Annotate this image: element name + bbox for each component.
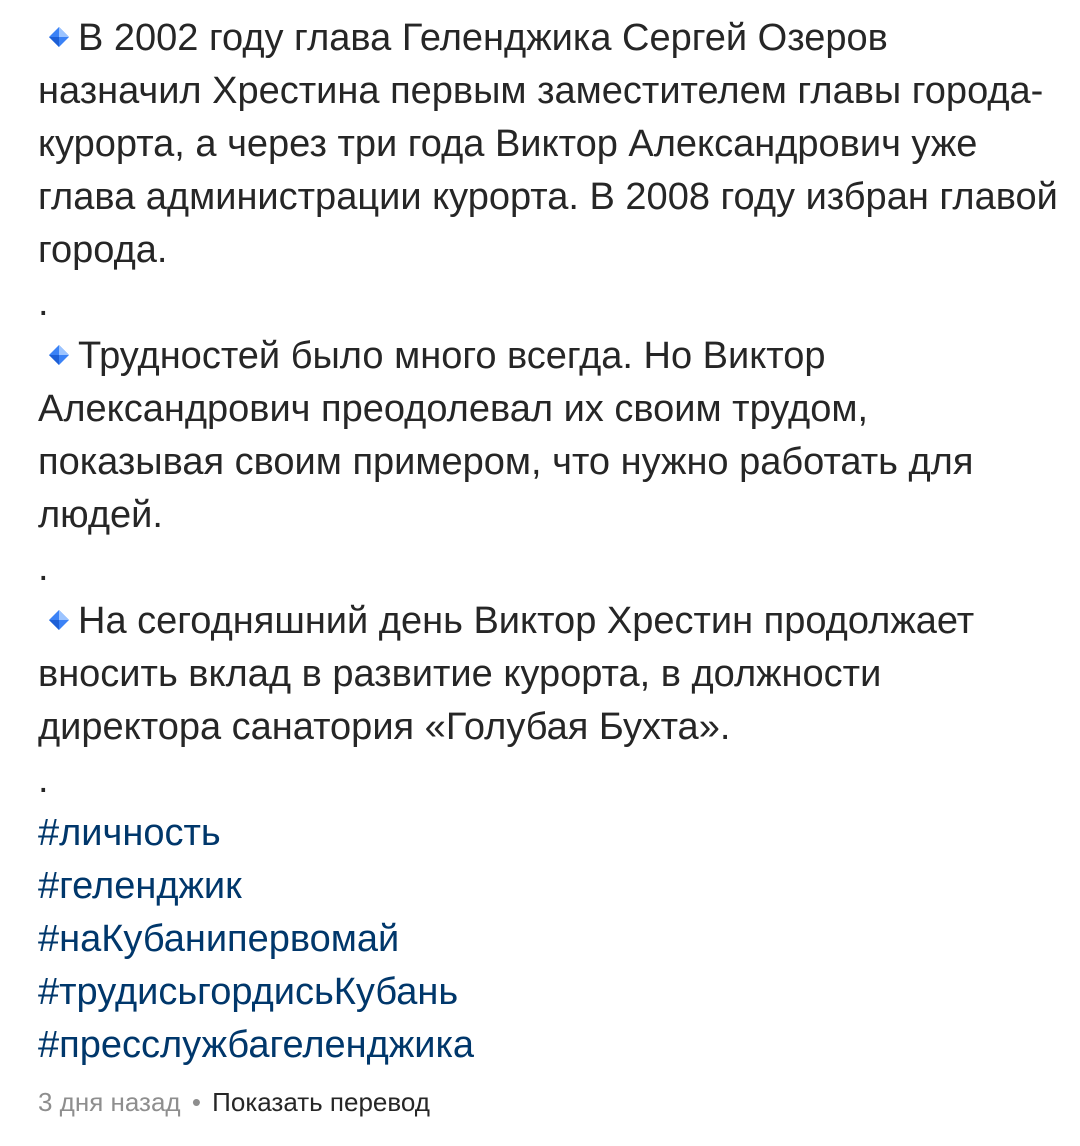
caption-separator-dot: . (38, 759, 49, 801)
hashtag-trudisgordiskuban[interactable]: #трудисьгордисьКубань (38, 971, 459, 1013)
post-timestamp: 3 дня назад (38, 1087, 181, 1117)
blue-diamond-icon (46, 24, 72, 50)
caption-paragraph-2: Трудностей было много всегда. Но Виктор Александрович преодолевал их своим трудом, показывая своим примером, что нужно работать для людей. (38, 335, 974, 536)
blue-diamond-icon (46, 342, 72, 368)
hashtag-presssluzhbagelendzhika[interactable]: #пресслужбагеленджика (38, 1024, 475, 1066)
post-caption (38, 12, 1058, 1072)
caption-separator-dot: . (38, 282, 49, 324)
hashtag-list (38, 807, 1058, 1072)
post-footer (38, 1084, 430, 1120)
footer-separator: • (191, 1087, 201, 1117)
show-translation-button[interactable]: Показать перевод (212, 1087, 430, 1117)
blue-diamond-icon (46, 607, 72, 633)
hashtag-gelendzhik[interactable]: #геленджик (38, 865, 242, 907)
hashtag-nakubanipervomay[interactable]: #наКубанипервомай (38, 918, 400, 960)
hashtag-lichnost[interactable]: #личность (38, 812, 221, 854)
caption-paragraph-1: В 2002 году глава Геленджика Сергей Озеров назначил Хрестина первым заместителем главы города-курорта, а через три года Виктор Александрович уже глава администрации курорта. В 2008 году избран главой города. (38, 17, 1058, 271)
caption-paragraph-3: На сегодняшний день Виктор Хрестин продолжает вносить вклад в развитие курорта, в должности директора санатория «Голубая Бухта». (38, 600, 975, 748)
caption-separator-dot: . (38, 547, 49, 589)
